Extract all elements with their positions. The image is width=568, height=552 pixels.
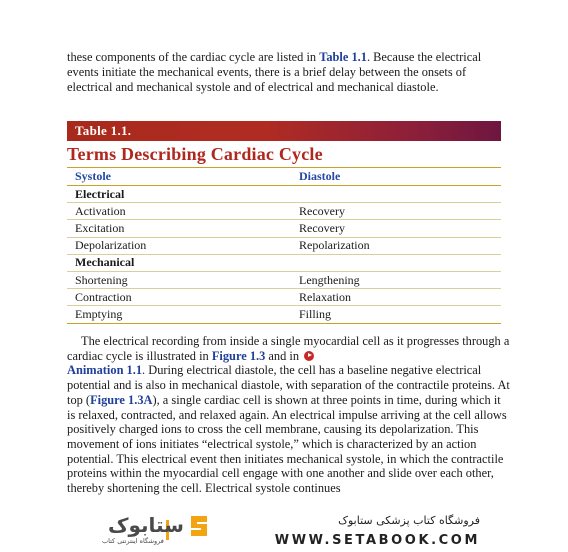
store-name: فروشگاه کتاب پزشکی ستابوک xyxy=(338,514,480,527)
table-1-1-link[interactable]: Table 1.1 xyxy=(319,50,367,64)
intro-paragraph xyxy=(67,50,507,96)
cardiac-cycle-table xyxy=(67,167,501,324)
table-title: Terms Describing Cardiac Cycle xyxy=(67,144,323,164)
table-row xyxy=(67,271,501,288)
setabook-logo-subtitle: فروشگاه اینترنتی کتاب xyxy=(102,537,164,545)
systole-cell: Emptying xyxy=(67,306,291,323)
table-header-row xyxy=(67,168,501,186)
systole-cell: Excitation xyxy=(67,220,291,237)
systole-cell: Activation xyxy=(67,203,291,220)
intro-text-a: these components of the cardiac cycle are listed in xyxy=(67,50,320,64)
systole-cell: Contraction xyxy=(67,289,291,306)
body-text-3: . During electrical diastole, the cell has a baseline negative electrical potential and is also in mechanical diastole, with separation of the contractile proteins. At top ( xyxy=(67,363,510,407)
header-systole: Systole xyxy=(67,168,291,186)
table-section-row xyxy=(67,254,501,271)
header-diastole: Diastole xyxy=(291,168,501,186)
table-section-row xyxy=(67,186,501,203)
body-text-2: and in xyxy=(265,348,303,363)
table-row xyxy=(67,220,501,237)
diastole-cell: Relaxation xyxy=(291,289,501,306)
body-paragraph xyxy=(67,334,512,496)
diastole-cell: Recovery xyxy=(291,203,501,220)
table-row xyxy=(67,203,501,220)
play-animation-icon[interactable] xyxy=(304,351,314,361)
section-label: Mechanical xyxy=(67,254,291,271)
store-url[interactable]: WWW.SETABOOK.COM xyxy=(274,533,480,548)
intro-text-b: . Because the electrical events initiate the mechanical events, there is a brief delay between the onsets of electrical and mechanical systole and of electrical and mechanical diastole. xyxy=(67,50,482,95)
systole-cell: Shortening xyxy=(67,271,291,288)
body-text-4: ), a single cardiac cell is shown at three points in time, during which it is relaxed, contracted, and relaxed again. An electrical impulse arriving at the cell allows positively charged ions to cross the cell membrane, causing its depolarization. This movement of ions initiates “electrical systole,” which is characterized by an action potential. This electrical event then initiates mechanical systole, in which the contractile proteins within the myocardial cell engage with one another and slide over each other, thereby shortening the cell. Electrical systole continues xyxy=(67,392,507,496)
table-label: Table 1.1. xyxy=(75,123,132,138)
animation-1-1-link[interactable]: Animation 1.1 xyxy=(67,363,143,378)
systole-cell: Depolarization xyxy=(67,237,291,254)
figure-1-3-link[interactable]: Figure 1.3 xyxy=(211,348,266,363)
setabook-logo-text: ستابوک xyxy=(108,513,184,537)
figure-1-3a-link[interactable]: Figure 1.3A xyxy=(90,392,153,407)
table-row xyxy=(67,289,501,306)
diastole-cell: Recovery xyxy=(291,220,501,237)
diastole-cell: Repolarization xyxy=(291,237,501,254)
table-label-banner xyxy=(67,121,501,141)
section-label: Electrical xyxy=(67,186,291,203)
diastole-cell: Filling xyxy=(291,306,501,323)
table-row xyxy=(67,306,501,323)
diastole-cell: Lengthening xyxy=(291,271,501,288)
body-text-1: The electrical recording from inside a single myocardial cell as it progresses through a cardiac cycle is illustrated in xyxy=(67,334,510,363)
table-row xyxy=(67,237,501,254)
setabook-logo-icon xyxy=(187,512,211,540)
